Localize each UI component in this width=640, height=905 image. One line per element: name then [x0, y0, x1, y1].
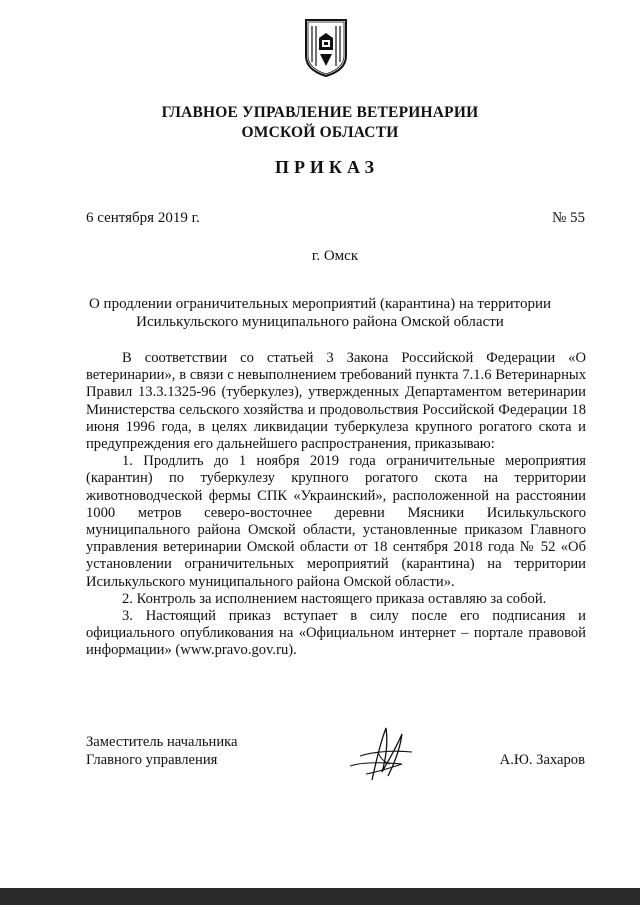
order-body [86, 350, 586, 660]
clause-3-paragraph: 3. Настоящий приказ вступает в силу после его подписания и официального опубликования на «Официальном интернет – портале правовой информации» (www.pravo.gov.ru). [86, 608, 586, 659]
preamble-paragraph: В соответствии со статьей 3 Закона Российской Федерации «О ветеринарии», в связи с невыполнением требований пункта 7.1.6 Ветеринарных Правил 13.3.1325-96 (туберкулез), утвержденных Департаментом ветеринарии Министерства сельского хозяйства и продовольствия Российской Федерации 18 июня 1996 года, в целях ликвидации туберкулеза крупного рогатого скота и предупреждения его дальнейшего распространения, приказываю: [86, 350, 586, 453]
signatory-position-line2: Главного управления [86, 751, 218, 768]
document-date: 6 сентября 2019 г. [86, 210, 200, 226]
subject-line1: О продлении ограничительных мероприятий (карантина) на территории [88, 296, 552, 312]
scan-edge-bar [0, 888, 640, 905]
organization-name-line2: ОМСКОЙ ОБЛАСТИ [241, 124, 399, 141]
clause-2-paragraph: 2. Контроль за исполнением настоящего приказа оставляю за собой. [122, 590, 547, 607]
organization-name-line1: ГЛАВНОЕ УПРАВЛЕНИЕ ВЕТЕРИНАРИИ [161, 104, 479, 121]
signatory-name: А.Ю. Захаров [499, 752, 585, 768]
document-city: г. Омск [311, 248, 359, 264]
document-type-title: ПРИКАЗ [274, 157, 380, 177]
coat-of-arms-icon [302, 16, 350, 78]
handwritten-signature-icon [342, 722, 420, 784]
clause-1-paragraph: 1. Продлить до 1 ноября 2019 года ограничительные мероприятия (карантин) по туберкулезу крупного рогатого скота на территории животноводческой фермы СПК «Украинский», расположенной на расстоянии 1000 метров северо-восточнее деревни Мясники Исилькульского муниципального района Омской области, установленные приказом Главного управления ветеринарии Омской области от 18 сентября 2018 года № 52 «Об установлении ограничительных мероприятий (карантина) на территории Исилькульского муниципального района Омской области». [86, 453, 586, 590]
document-number: № 55 [551, 210, 585, 226]
signatory-position-line1: Заместитель начальника [86, 734, 238, 750]
signatory-position [86, 734, 238, 769]
subject-line2: Исилькульского муниципального района Омской области [136, 314, 504, 330]
